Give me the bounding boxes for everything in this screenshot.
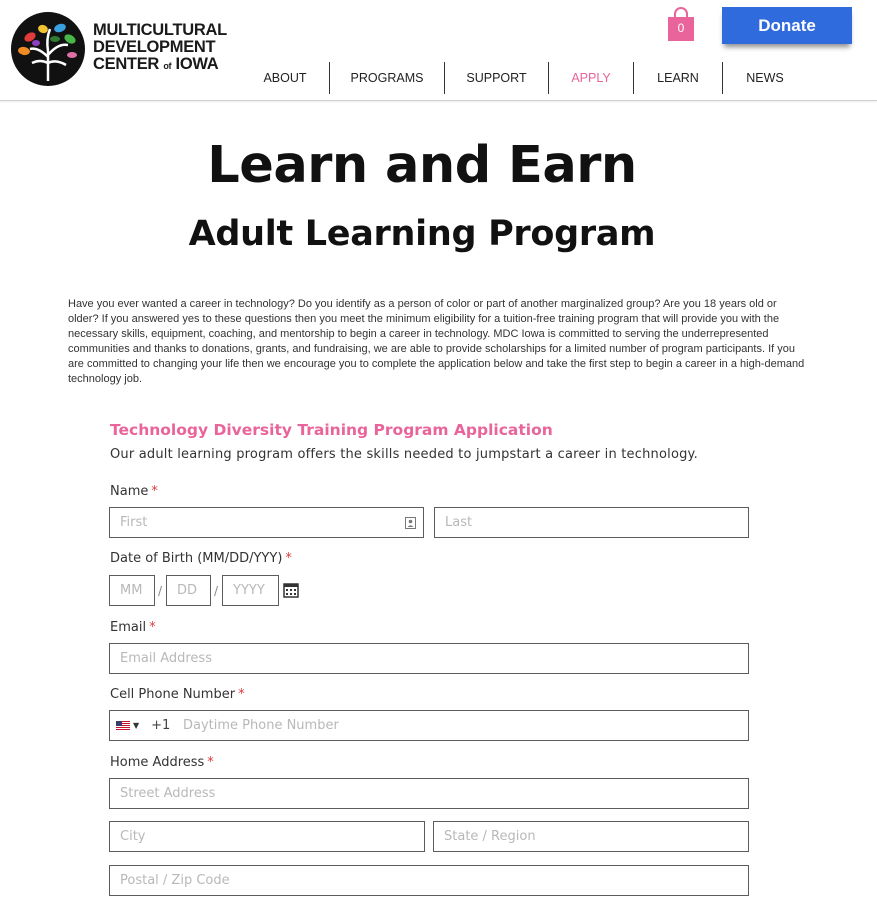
- dob-year-input[interactable]: [222, 575, 279, 606]
- zip-placeholder: Postal / Zip Code: [120, 873, 230, 888]
- site-header: [0, 0, 877, 101]
- country-code: +1: [151, 718, 171, 733]
- logo-word-iowa: IOWA: [175, 55, 219, 73]
- first-name-input[interactable]: [109, 507, 424, 538]
- city-input[interactable]: [109, 821, 425, 852]
- nav-apply[interactable]: APPLY: [571, 71, 611, 85]
- nav-news[interactable]: NEWS: [746, 71, 784, 85]
- dob-day-input[interactable]: [166, 575, 211, 606]
- dob-month-placeholder: MM: [120, 583, 143, 598]
- page-subtitle: Adult Learning Program: [188, 214, 656, 254]
- cart-button[interactable]: [667, 6, 695, 42]
- mdc-logo-icon[interactable]: [10, 11, 86, 87]
- intro-paragraph: Have you ever wanted a career in technology? Do you identify as a person of color or part of another marginalized group? Are you 18 years old or older? If you answered yes to these questions then you meet the minimum eligibility for a tuition-free training program that will provide you with the necessary skills, equipment, coaching, and mentorship to begin a career in technology. MDC Iowa is committed to serving the underrepresented communities and thanks to donations, grants, and fundraising, we are able to provide scholarships for a limited number of program participants. If you are committed to changing your life then we encourage you to complete the application below and take the first step to begin a career in a high-demand technology job.: [68, 298, 805, 385]
- name-label: [110, 484, 158, 499]
- us-flag-icon: [116, 721, 130, 730]
- required-mark: *: [149, 620, 156, 635]
- street-placeholder: Street Address: [120, 786, 216, 801]
- last-name-placeholder: Last: [445, 515, 473, 530]
- logo-word-of: of: [163, 61, 172, 71]
- logo-word-center: CENTER: [93, 55, 160, 73]
- zip-code-input[interactable]: [109, 865, 749, 896]
- last-name-input[interactable]: [434, 507, 749, 538]
- phone-input[interactable]: [109, 710, 749, 741]
- logo-line-3: [93, 56, 227, 75]
- logo-wordmark[interactable]: [93, 22, 227, 75]
- form-title: Technology Diversity Training Program Application: [110, 421, 553, 439]
- required-mark: *: [151, 484, 158, 499]
- email-placeholder: Email Address: [120, 651, 212, 666]
- nav-learn[interactable]: LEARN: [657, 71, 699, 85]
- chevron-down-icon: ▼: [133, 721, 140, 730]
- street-address-input[interactable]: [109, 778, 749, 809]
- calendar-icon[interactable]: [283, 582, 299, 598]
- nav-programs[interactable]: PROGRAMS: [350, 71, 424, 85]
- dob-month-input[interactable]: [109, 575, 155, 606]
- country-code-selector[interactable]: [116, 718, 170, 733]
- email-input[interactable]: [109, 643, 749, 674]
- state-input[interactable]: [433, 821, 749, 852]
- name-label-text: Name: [110, 484, 149, 499]
- first-name-placeholder: First: [120, 515, 148, 530]
- phone-label-text: Cell Phone Number: [110, 687, 236, 702]
- logo-line-1: MULTICULTURAL: [93, 21, 227, 39]
- required-mark: *: [285, 551, 292, 566]
- cart-count: 0: [677, 21, 685, 35]
- date-separator: /: [158, 584, 163, 598]
- address-label: [110, 755, 214, 770]
- required-mark: *: [238, 687, 245, 702]
- dob-day-placeholder: DD: [177, 583, 198, 598]
- logo-line-2: DEVELOPMENT: [93, 38, 216, 56]
- city-placeholder: City: [120, 829, 146, 844]
- nav-about[interactable]: ABOUT: [263, 71, 307, 85]
- phone-placeholder: Daytime Phone Number: [183, 718, 339, 733]
- form-subtitle: Our adult learning program offers the skills needed to jumpstart a career in technology.: [110, 447, 698, 462]
- phone-label: [110, 687, 245, 702]
- contact-card-icon: [405, 517, 416, 529]
- date-separator: /: [214, 584, 219, 598]
- address-label-text: Home Address: [110, 755, 205, 770]
- nav-support[interactable]: SUPPORT: [466, 71, 527, 85]
- required-mark: *: [207, 755, 214, 770]
- email-label-text: Email: [110, 620, 147, 635]
- dob-label-text: Date of Birth (MM/DD/YYY): [110, 551, 283, 566]
- state-placeholder: State / Region: [444, 829, 536, 844]
- dob-label: [110, 551, 292, 566]
- donate-button[interactable]: Donate: [722, 7, 852, 44]
- email-label: [110, 620, 156, 635]
- page-title: Learn and Earn: [207, 136, 637, 195]
- dob-year-placeholder: YYYY: [233, 583, 265, 598]
